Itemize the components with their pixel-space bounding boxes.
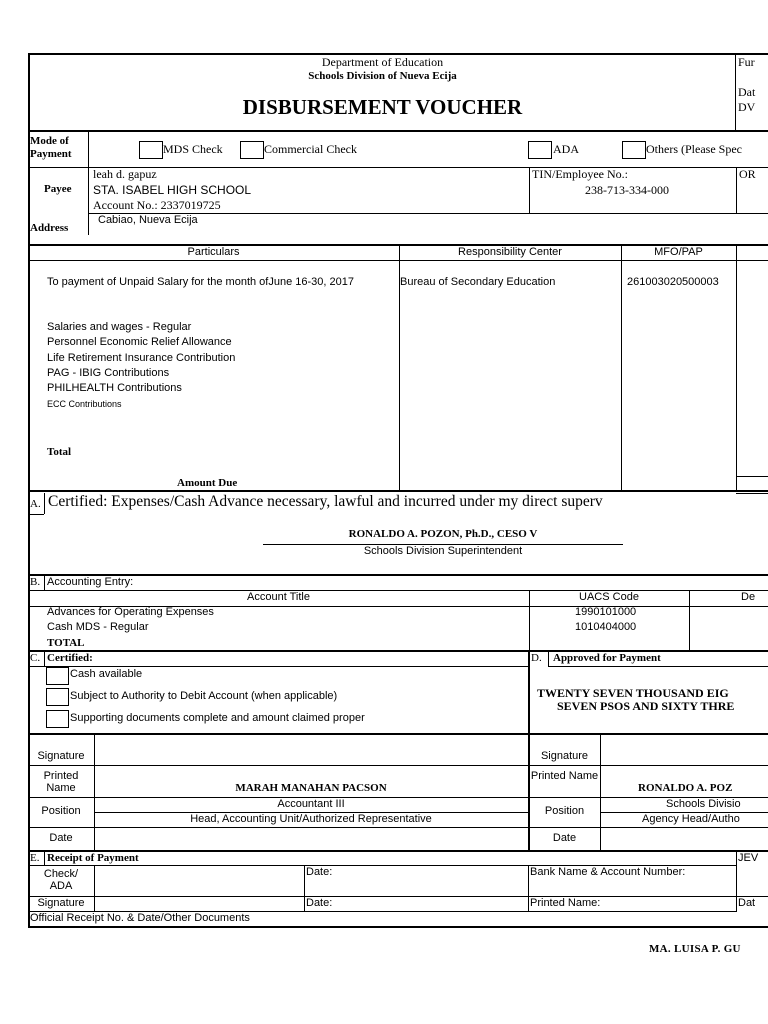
- or-label: OR: [739, 167, 756, 181]
- fund-cluster-label: Fur: [738, 55, 755, 69]
- payee-label: Payee: [44, 183, 72, 195]
- ada-checkbox[interactable]: [528, 141, 552, 159]
- payment-description: To payment of Unpaid Salary for the month ofJune 16-30, 2017: [47, 276, 354, 288]
- uacs-code-header: UACS Code: [579, 591, 639, 603]
- accountant-position: Accountant III: [277, 798, 345, 810]
- approver-printed-name: RONALDO A. POZ: [638, 782, 733, 794]
- account-title-header: Account Title: [247, 591, 310, 603]
- signature-label: Signature: [37, 750, 85, 762]
- jev-date-label: Dat: [738, 897, 756, 909]
- section-a-signatory: RONALDO A. POZON, Ph.D., CESO V: [348, 528, 538, 540]
- position-label: Position: [41, 805, 81, 817]
- page-title: DISBURSEMENT VOUCHER: [242, 95, 523, 119]
- receipt-signature-date-label: Date:: [306, 897, 333, 909]
- responsibility-center-value: Bureau of Secondary Education: [400, 276, 556, 288]
- position-label: Position: [544, 805, 585, 817]
- tin-value: 238-713-334-000: [585, 183, 669, 197]
- mfo-pap-value: 261003020500003: [627, 276, 719, 288]
- total-label: Total: [47, 446, 72, 458]
- official-receipt-label: Official Receipt No. & Date/Other Documents: [30, 912, 250, 924]
- section-b-letter: B.: [30, 576, 41, 588]
- tin-label: TIN/Employee No.:: [532, 167, 628, 181]
- commercial-check-label: Commercial Check: [264, 142, 357, 156]
- particulars-header: Particulars: [187, 246, 240, 258]
- cash-available-checkbox[interactable]: [46, 667, 69, 685]
- supporting-docs-label: Supporting documents complete and amount claimed proper: [70, 712, 365, 724]
- mode-of-payment-label: Mode of Payment: [30, 135, 72, 160]
- bank-account-label: Bank Name & Account Number:: [530, 866, 686, 878]
- department-name: Department of Education: [321, 55, 444, 69]
- commercial-check-checkbox[interactable]: [240, 141, 264, 159]
- account-title-row: Advances for Operating Expenses: [47, 606, 214, 618]
- uacs-code-row: 1010404000: [575, 621, 637, 633]
- accountant-position-secondary: Head, Accounting Unit/Authorized Representative: [190, 813, 432, 825]
- date-label: Date: [552, 832, 577, 844]
- dv-number-label: DV: [738, 100, 756, 114]
- approver-position-secondary: Agency Head/Autho: [642, 813, 740, 825]
- jev-label: JEV: [738, 852, 759, 864]
- footer-signatory-name: MA. LUISA P. GU: [649, 943, 741, 955]
- amount-in-words-line1: TWENTY SEVEN THOUSAND EIG: [537, 686, 729, 700]
- accounting-total-label: TOTAL: [47, 637, 85, 649]
- section-a-letter: A.: [30, 498, 41, 510]
- accounting-entry-label: Accounting Entry:: [47, 576, 134, 588]
- particular-item: ECC Contributions: [47, 399, 122, 409]
- payee-account: Account No.: 2337019725: [93, 198, 221, 212]
- cash-available-label: Cash available: [70, 668, 143, 680]
- check-ada-label: Check/ ADA: [43, 868, 79, 892]
- accountant-printed-name: MARAH MANAHAN PACSON: [235, 782, 387, 794]
- others-checkbox[interactable]: [622, 141, 646, 159]
- amount-in-words-line2: SEVEN PSOS AND SIXTY THRE: [557, 699, 735, 713]
- section-d-letter: D.: [531, 652, 542, 664]
- mfo-pap-header: MFO/PAP: [654, 246, 703, 258]
- address-label: Address: [30, 222, 69, 234]
- authority-to-debit-checkbox[interactable]: [46, 688, 69, 706]
- payee-name: leah d. gapuz: [93, 167, 157, 181]
- section-e-letter: E.: [30, 852, 40, 864]
- section-c-letter: C.: [30, 652, 41, 664]
- mds-check-checkbox[interactable]: [139, 141, 163, 159]
- payee-school: STA. ISABEL HIGH SCHOOL: [93, 183, 252, 197]
- particular-item: PHILHEALTH Contributions: [47, 382, 182, 394]
- receipt-printed-name-label: Printed Name:: [530, 897, 601, 909]
- supporting-docs-checkbox[interactable]: [46, 710, 69, 728]
- section-d-label: Approved for Payment: [553, 652, 661, 664]
- printed-name-label: Printed Name: [530, 770, 599, 782]
- section-e-label: Receipt of Payment: [47, 852, 139, 864]
- mds-check-label: MDS Check: [163, 142, 223, 156]
- particular-item: PAG - IBIG Contributions: [47, 367, 170, 379]
- signature-label: Signature: [540, 750, 589, 762]
- receipt-signature-label: Signature: [37, 897, 85, 909]
- particular-item: Salaries and wages - Regular: [47, 321, 192, 333]
- others-label: Others (Please Spec: [646, 142, 742, 156]
- amount-due-label: Amount Due: [177, 477, 238, 489]
- responsibility-center-header: Responsibility Center: [458, 246, 562, 258]
- section-a-certification: Certified: Expenses/Cash Advance necessary, lawful and incurred under my direct superv: [48, 493, 603, 510]
- division-name: Schools Division of Nueva Ecija: [308, 70, 457, 82]
- debit-header: De: [741, 591, 756, 603]
- receipt-date-label: Date:: [306, 866, 333, 878]
- particular-item: Personnel Economic Relief Allowance: [47, 336, 232, 348]
- printed-name-label: Printed Name: [43, 770, 79, 794]
- ada-label: ADA: [553, 142, 579, 156]
- uacs-code-row: 1990101000: [575, 606, 637, 618]
- authority-to-debit-label: Subject to Authority to Debit Account (when applicable): [70, 690, 338, 702]
- approver-position: Schools Divisio: [666, 798, 741, 810]
- date-label: Dat: [738, 85, 756, 99]
- section-a-signatory-title: Schools Division Superintendent: [363, 545, 523, 557]
- particular-item: Life Retirement Insurance Contribution: [47, 352, 236, 364]
- account-title-row: Cash MDS - Regular: [47, 621, 149, 633]
- section-c-label: Certified:: [47, 652, 93, 664]
- address-value: Cabiao, Nueva Ecija: [98, 214, 198, 226]
- date-label: Date: [49, 832, 73, 844]
